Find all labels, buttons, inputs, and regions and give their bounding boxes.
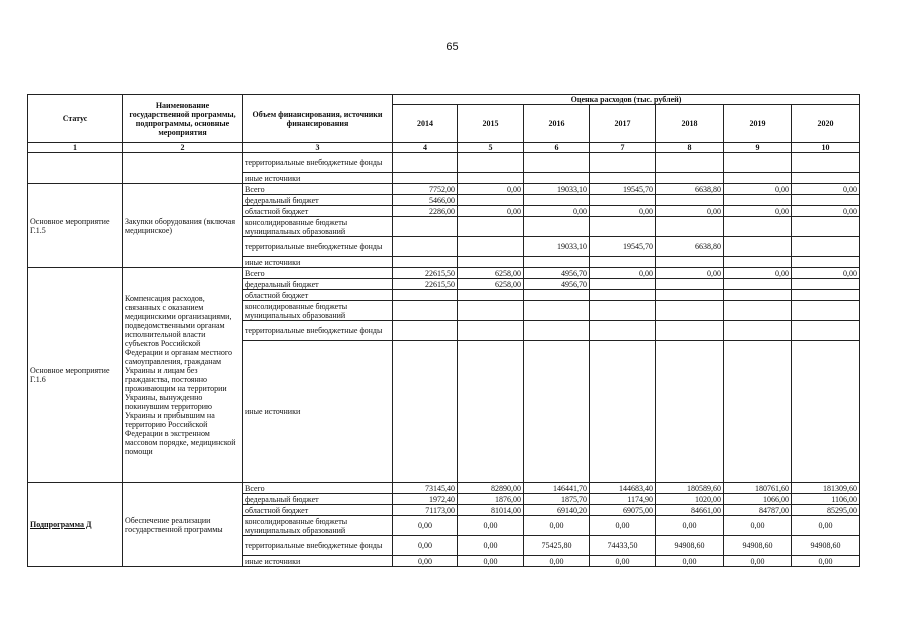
- source-label: территориальные внебюджетные фонды: [243, 153, 393, 173]
- value-cell: 0,00: [792, 268, 860, 279]
- table-row: [28, 153, 860, 173]
- table-row: [28, 483, 860, 494]
- value-cell: 0,00: [656, 556, 724, 567]
- value-cell: 82890,00: [458, 483, 524, 494]
- value-cell: 0,00: [590, 556, 656, 567]
- source-label: консолидированные бюджеты муниципальных образований: [243, 516, 393, 536]
- value-cell: 0,00: [590, 516, 656, 536]
- status-cell: Подпрограмма Д: [28, 483, 123, 567]
- budget-table: [27, 94, 860, 567]
- source-label: Всего: [243, 483, 393, 494]
- value-cell: 1066,00: [724, 494, 792, 505]
- value-cell: 0,00: [724, 206, 792, 217]
- source-label: федеральный бюджет: [243, 279, 393, 290]
- header-year: 2018: [656, 105, 724, 143]
- value-cell: 6638,80: [656, 237, 724, 257]
- value-cell: 144683,40: [590, 483, 656, 494]
- value-cell: 22615,50: [393, 268, 458, 279]
- source-label: областной бюджет: [243, 505, 393, 516]
- value-cell: 1875,70: [524, 494, 590, 505]
- value-cell: 69140,20: [524, 505, 590, 516]
- value-cell: 0,00: [656, 206, 724, 217]
- source-label: консолидированные бюджеты муниципальных образований: [243, 301, 393, 321]
- header-year: 2014: [393, 105, 458, 143]
- table-row: [28, 268, 860, 279]
- value-cell: 0,00: [393, 556, 458, 567]
- source-label: федеральный бюджет: [243, 195, 393, 206]
- value-cell: 4956,70: [524, 279, 590, 290]
- header-estimate: Оценка расходов (тыс. рублей): [393, 95, 860, 105]
- value-cell: 94908,60: [792, 536, 860, 556]
- value-cell: 5466,00: [393, 195, 458, 206]
- value-cell: 0,00: [393, 516, 458, 536]
- col-number: 4: [393, 143, 458, 153]
- value-cell: 0,00: [590, 268, 656, 279]
- value-cell: 0,00: [724, 556, 792, 567]
- source-label: иные источники: [243, 556, 393, 567]
- value-cell: 181309,60: [792, 483, 860, 494]
- col-number: 3: [243, 143, 393, 153]
- value-cell: 0,00: [458, 536, 524, 556]
- value-cell: 7752,00: [393, 184, 458, 195]
- value-cell: 2286,00: [393, 206, 458, 217]
- value-cell: 0,00: [724, 516, 792, 536]
- header-year: 2019: [724, 105, 792, 143]
- header-year: 2017: [590, 105, 656, 143]
- header-year: 2015: [458, 105, 524, 143]
- value-cell: 0,00: [458, 516, 524, 536]
- source-label: областной бюджет: [243, 206, 393, 217]
- source-label: иные источники: [243, 341, 393, 483]
- value-cell: 1020,00: [656, 494, 724, 505]
- value-cell: 84787,00: [724, 505, 792, 516]
- value-cell: 6258,00: [458, 268, 524, 279]
- source-label: Всего: [243, 184, 393, 195]
- value-cell: 94908,60: [724, 536, 792, 556]
- status-cell: Основное мероприятие Г.1.5: [28, 184, 123, 268]
- value-cell: 19033,10: [524, 184, 590, 195]
- value-cell: 1174,90: [590, 494, 656, 505]
- col-number: 9: [724, 143, 792, 153]
- col-number: 1: [28, 143, 123, 153]
- source-label: областной бюджет: [243, 290, 393, 301]
- value-cell: 94908,60: [656, 536, 724, 556]
- value-cell: 1972,40: [393, 494, 458, 505]
- value-cell: 19545,70: [590, 184, 656, 195]
- status-cell: Основное мероприятие Г.1.6: [28, 268, 123, 483]
- col-number: 7: [590, 143, 656, 153]
- value-cell: 4956,70: [524, 268, 590, 279]
- header-name: Наименование государственной программы, подпрограммы, основные мероприятия: [123, 95, 243, 143]
- name-cell: [123, 153, 243, 184]
- header-source: Объем финансирования, источники финансирования: [243, 95, 393, 143]
- header-year: 2020: [792, 105, 860, 143]
- value-cell: 180761,60: [724, 483, 792, 494]
- value-cell: 0,00: [458, 556, 524, 567]
- value-cell: 1876,00: [458, 494, 524, 505]
- value-cell: 146441,70: [524, 483, 590, 494]
- value-cell: 0,00: [792, 184, 860, 195]
- col-number: 5: [458, 143, 524, 153]
- value-cell: 0,00: [458, 206, 524, 217]
- source-label: иные источники: [243, 257, 393, 268]
- source-label: территориальные внебюджетные фонды: [243, 536, 393, 556]
- source-label: иные источники: [243, 173, 393, 184]
- value-cell: 75425,80: [524, 536, 590, 556]
- value-cell: 69075,00: [590, 505, 656, 516]
- value-cell: 0,00: [590, 206, 656, 217]
- value-cell: 19545,70: [590, 237, 656, 257]
- value-cell: 85295,00: [792, 505, 860, 516]
- table-row: [28, 184, 860, 195]
- value-cell: 0,00: [656, 268, 724, 279]
- value-cell: 0,00: [724, 268, 792, 279]
- source-label: территориальные внебюджетные фонды: [243, 321, 393, 341]
- col-number: 8: [656, 143, 724, 153]
- source-label: Всего: [243, 268, 393, 279]
- value-cell: 0,00: [524, 516, 590, 536]
- value-cell: 1106,00: [792, 494, 860, 505]
- value-cell: 180589,60: [656, 483, 724, 494]
- value-cell: 19033,10: [524, 237, 590, 257]
- value-cell: 74433,50: [590, 536, 656, 556]
- name-cell: Компенсация расходов, связанных с оказанием медицинскими организациями, подведомственными органам исполнительной власти субъектов Российской Федерации и органам местного самоуправления, гражданам Украины и лицам без гражданства, постоянно проживающим на территории Украины, вынужденно покинувшим территорию Украины и прибывшим на территорию Российской Федерации в экстренном массовом порядке, медицинской помощи: [123, 268, 243, 483]
- value-cell: 0,00: [792, 516, 860, 536]
- source-label: территориальные внебюджетные фонды: [243, 237, 393, 257]
- value-cell: 71173,00: [393, 505, 458, 516]
- name-cell: Обеспечение реализации государственной программы: [123, 483, 243, 567]
- page-number: 65: [446, 41, 459, 53]
- value-cell: 22615,50: [393, 279, 458, 290]
- value-cell: 0,00: [524, 206, 590, 217]
- name-cell: Закупки оборудования (включая медицинское): [123, 184, 243, 268]
- value-cell: 0,00: [524, 556, 590, 567]
- header-year: 2016: [524, 105, 590, 143]
- value-cell: 73145,40: [393, 483, 458, 494]
- col-number: 6: [524, 143, 590, 153]
- value-cell: 0,00: [458, 184, 524, 195]
- source-label: консолидированные бюджеты муниципальных образований: [243, 217, 393, 237]
- value-cell: 6258,00: [458, 279, 524, 290]
- col-number: 2: [123, 143, 243, 153]
- value-cell: 0,00: [792, 206, 860, 217]
- value-cell: 0,00: [724, 184, 792, 195]
- col-number: 10: [792, 143, 860, 153]
- value-cell: 0,00: [792, 556, 860, 567]
- value-cell: 84661,00: [656, 505, 724, 516]
- header-status: Статус: [28, 95, 123, 143]
- source-label: федеральный бюджет: [243, 494, 393, 505]
- value-cell: 6638,80: [656, 184, 724, 195]
- status-cell: [28, 153, 123, 184]
- value-cell: 0,00: [393, 536, 458, 556]
- value-cell: 0,00: [656, 516, 724, 536]
- value-cell: 81014,00: [458, 505, 524, 516]
